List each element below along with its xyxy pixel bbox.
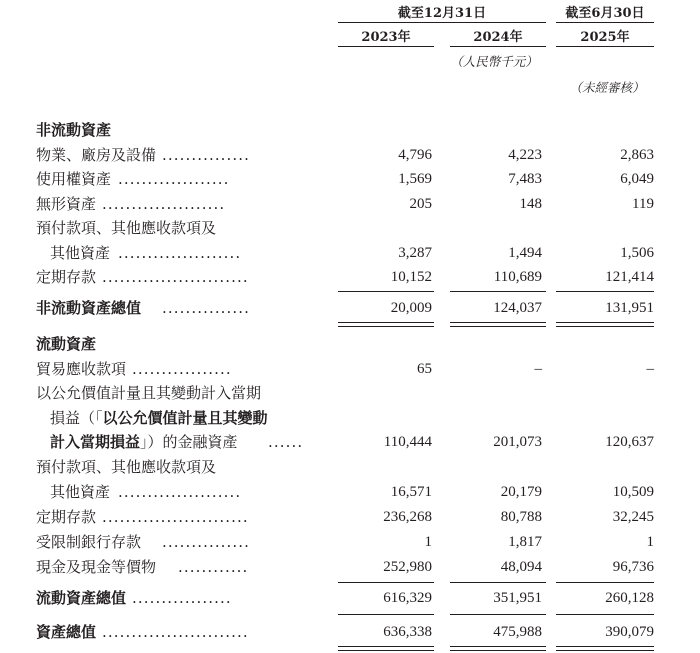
row-label: 定期存款: [36, 268, 97, 286]
total-row-non-current: [0, 296, 700, 320]
value-2023: 16,571: [390, 484, 432, 500]
row-label: 使用權資產: [36, 170, 112, 188]
value-2025: 6,049: [620, 171, 654, 187]
value-2025: 121,414: [605, 269, 654, 285]
double-rule: [556, 322, 654, 327]
leader-dots: ...............: [162, 146, 251, 164]
row-label: 受限制銀行存款: [36, 533, 142, 551]
double-rule: [338, 322, 434, 327]
label-text: 」）的金融資產: [140, 433, 238, 451]
value-2023: 65: [417, 361, 432, 377]
table-row: [0, 530, 700, 554]
value-2024: 475,988: [493, 624, 542, 640]
row-label: 資產總值: [36, 623, 97, 641]
table-row: [0, 430, 700, 454]
value-2024: 20,179: [500, 484, 542, 500]
row-label: 現金及現金等價物: [36, 558, 157, 576]
value-2023: 1,569: [398, 171, 432, 187]
leader-dots: ............: [178, 558, 249, 576]
period-header-year-end: 截至12月31日: [397, 6, 487, 21]
value-2023: 4,796: [398, 147, 432, 163]
audit-note: （未經審核）: [569, 80, 645, 95]
table-row: [0, 480, 700, 504]
period-header-half-year: 截至6月30日: [565, 6, 645, 21]
year-header-2023: 2023年: [361, 30, 411, 45]
double-rule: [450, 646, 546, 651]
value-2024: 1,817: [508, 534, 542, 550]
leader-dots: .................: [132, 589, 232, 607]
value-2024: 201,073: [493, 434, 542, 450]
value-2024: 124,037: [493, 300, 542, 316]
leader-dots: .....................: [118, 244, 242, 262]
table-row: [0, 406, 700, 430]
value-2023: 110,444: [383, 434, 432, 450]
value-2023: 616,329: [383, 590, 432, 606]
value-2023: 3,287: [398, 245, 432, 261]
leader-dots: ...............: [162, 299, 251, 317]
leader-dots: .........................: [102, 508, 249, 526]
row-label: 無形資產: [36, 195, 97, 213]
value-2024: 7,483: [508, 171, 542, 187]
section-heading: 非流動資產: [36, 121, 112, 139]
value-2023: 205: [409, 196, 432, 212]
leader-dots: .....................: [102, 195, 226, 213]
leader-dots: .....................: [118, 483, 242, 501]
leader-dots: ...................: [118, 170, 230, 188]
row-label: 流動資產總值: [36, 589, 127, 607]
table-row: [0, 241, 700, 265]
subtotal-rule: [450, 614, 546, 615]
double-rule: [556, 646, 654, 651]
table-row: [0, 555, 700, 579]
table-row: [0, 265, 700, 289]
value-2025: 131,951: [605, 300, 654, 316]
subtotal-rule: [450, 291, 546, 292]
row-label: 定期存款: [36, 508, 97, 526]
label-bold-text: 計入當期損益: [50, 433, 141, 451]
row-label: 物業、廠房及設備: [36, 146, 157, 164]
leader-dots: ......: [268, 433, 304, 451]
currency-note: （人民幣千元）: [450, 54, 538, 69]
subtotal-rule: [450, 582, 546, 583]
table-row: [0, 455, 700, 479]
value-2024: –: [534, 361, 542, 377]
year-header-2025: 2025年: [580, 30, 630, 45]
label-text: 損益（「: [50, 409, 103, 427]
table-row: [0, 167, 700, 191]
double-rule: [338, 646, 434, 651]
leader-dots: ...............: [162, 533, 251, 551]
row-label: 非流動資產總值: [36, 299, 142, 317]
section-heading-non-current: [0, 118, 700, 142]
row-label: 預付款項、其他應收款項及: [36, 458, 217, 476]
value-2025: 2,863: [620, 147, 654, 163]
value-2023: 636,338: [383, 624, 432, 640]
year-rule: [556, 46, 654, 47]
leader-dots: .........................: [102, 268, 249, 286]
table-row: [0, 216, 700, 240]
table-row: [0, 192, 700, 216]
value-2024: 48,094: [500, 559, 542, 575]
table-row: [0, 143, 700, 167]
value-2025: 1,506: [620, 245, 654, 261]
value-2025: 1: [646, 534, 654, 550]
value-2024: 351,951: [493, 590, 542, 606]
row-label: [50, 406, 268, 430]
leader-dots: .................: [132, 360, 232, 378]
subtotal-rule: [338, 614, 434, 615]
table-row: [0, 357, 700, 381]
value-2025: –: [646, 361, 654, 377]
header-rule: [338, 22, 546, 23]
value-2023: 252,980: [383, 559, 432, 575]
value-2025: 119: [632, 196, 654, 212]
value-2025: 32,245: [612, 509, 654, 525]
total-row-current: [0, 586, 700, 610]
value-2024: 1,494: [508, 245, 542, 261]
value-2024: 4,223: [508, 147, 542, 163]
year-rule: [338, 46, 434, 47]
year-header-2024: 2024年: [473, 30, 523, 45]
value-2023: 236,268: [383, 509, 432, 525]
section-heading: 流動資產: [36, 335, 97, 353]
table-row: [0, 381, 700, 405]
value-2024: 110,689: [493, 269, 542, 285]
table-row: [0, 505, 700, 529]
grand-total-row: [0, 620, 700, 644]
value-2023: 1: [424, 534, 432, 550]
value-2024: 148: [519, 196, 542, 212]
row-label: [50, 430, 238, 454]
value-2025: 96,736: [612, 559, 654, 575]
row-label: 其他資產: [50, 483, 111, 501]
value-2025: 260,128: [605, 590, 654, 606]
value-2023: 10,152: [390, 269, 432, 285]
label-bold-text: 以公允價值計量且其變動: [102, 409, 268, 427]
leader-dots: .........................: [102, 623, 249, 641]
row-label: 貿易應收款項: [36, 360, 127, 378]
row-label: 以公允價值計量且其變動計入當期: [36, 384, 262, 402]
value-2024: 80,788: [500, 509, 542, 525]
value-2025: 120,637: [605, 434, 654, 450]
double-rule: [450, 322, 546, 327]
subtotal-rule: [556, 582, 654, 583]
value-2025: 10,509: [612, 484, 654, 500]
section-heading-current: [0, 332, 700, 356]
year-rule: [450, 46, 546, 47]
value-2023: 20,009: [390, 300, 432, 316]
subtotal-rule: [556, 291, 654, 292]
subtotal-rule: [338, 582, 434, 583]
row-label: 其他資產: [50, 244, 111, 262]
value-2025: 390,079: [605, 624, 654, 640]
subtotal-rule: [556, 614, 654, 615]
header-rule: [556, 22, 654, 23]
subtotal-rule: [338, 291, 434, 292]
row-label: 預付款項、其他應收款項及: [36, 219, 217, 237]
